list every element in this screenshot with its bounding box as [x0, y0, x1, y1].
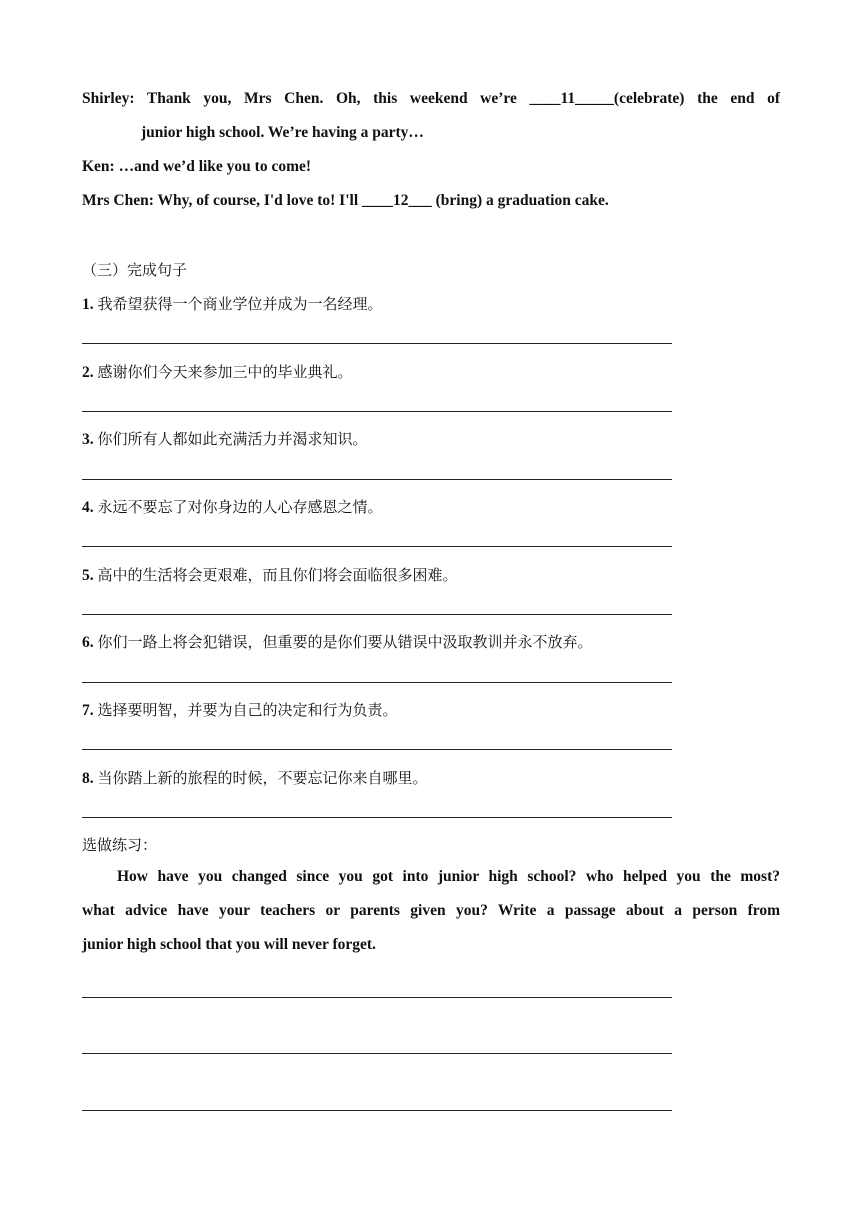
sentence-text: 感谢你们今天来参加三中的毕业典礼。	[97, 363, 353, 381]
answer-line-2[interactable]	[82, 411, 672, 412]
sentence-number: 8.	[82, 770, 94, 787]
answer-line-8[interactable]	[82, 817, 672, 818]
sentence-number: 7.	[82, 702, 94, 719]
sentence-item-6	[82, 631, 593, 652]
sentence-text: 永远不要忘了对你身边的人心存感恩之情。	[97, 498, 383, 516]
dialogue-shirley-line-2: junior high school. We’re having a party…	[141, 124, 424, 141]
optional-prompt-line-3: junior high school that you will never forget.	[82, 936, 376, 953]
sentence-number: 1.	[82, 296, 94, 313]
sentence-text: 你们一路上将会犯错误，但重要的是你们要从错误中汲取教训并永不放弃。	[97, 633, 593, 651]
dialogue-mrs-chen-line: Mrs Chen: Why, of course, I'd love to! I'll ____12___ (bring) a graduation cake.	[82, 192, 609, 209]
sentence-text: 我希望获得一个商业学位并成为一名经理。	[97, 295, 383, 313]
sentence-item-4	[82, 496, 383, 517]
answer-line-7[interactable]	[82, 749, 672, 750]
sentence-item-1	[82, 293, 383, 314]
sentence-text: 你们所有人都如此充满活力并渴求知识。	[97, 430, 368, 448]
sentence-number: 5.	[82, 567, 94, 584]
sentence-item-5	[82, 564, 458, 585]
sentence-item-8	[82, 767, 428, 788]
sentence-number: 3.	[82, 431, 94, 448]
answer-line-4[interactable]	[82, 546, 672, 547]
sentence-item-3	[82, 428, 368, 449]
optional-title: 选做练习：	[82, 836, 158, 854]
answer-line-1[interactable]	[82, 343, 672, 344]
answer-line-3[interactable]	[82, 479, 672, 480]
optional-prompt-line-1: How have you changed since you got into junior high school? who helped you the most?	[117, 868, 780, 885]
section-three-title: （三）完成句子	[82, 261, 188, 279]
writing-line-2[interactable]	[82, 1053, 672, 1054]
dialogue-ken-line: Ken: …and we’d like you to come!	[82, 158, 312, 175]
writing-line-3[interactable]	[82, 1110, 672, 1111]
sentence-text: 选择要明智，并要为自己的决定和行为负责。	[97, 701, 398, 719]
sentence-number: 4.	[82, 499, 94, 516]
dialogue-shirley-line-1: Shirley: Thank you, Mrs Chen. Oh, this weekend we’re ____11_____(celebrate) the end of	[82, 90, 780, 107]
sentence-number: 6.	[82, 634, 94, 651]
optional-prompt-line-2: what advice have your teachers or parents given you? Write a passage about a person from	[82, 902, 780, 919]
sentence-text: 高中的生活将会更艰难，而且你们将会面临很多困难。	[97, 566, 458, 584]
sentence-text: 当你踏上新的旅程的时候，不要忘记你来自哪里。	[97, 769, 428, 787]
answer-line-6[interactable]	[82, 682, 672, 683]
writing-line-1[interactable]	[82, 997, 672, 998]
sentence-item-7	[82, 699, 398, 720]
sentence-number: 2.	[82, 364, 94, 381]
answer-line-5[interactable]	[82, 614, 672, 615]
sentence-item-2	[82, 361, 353, 382]
